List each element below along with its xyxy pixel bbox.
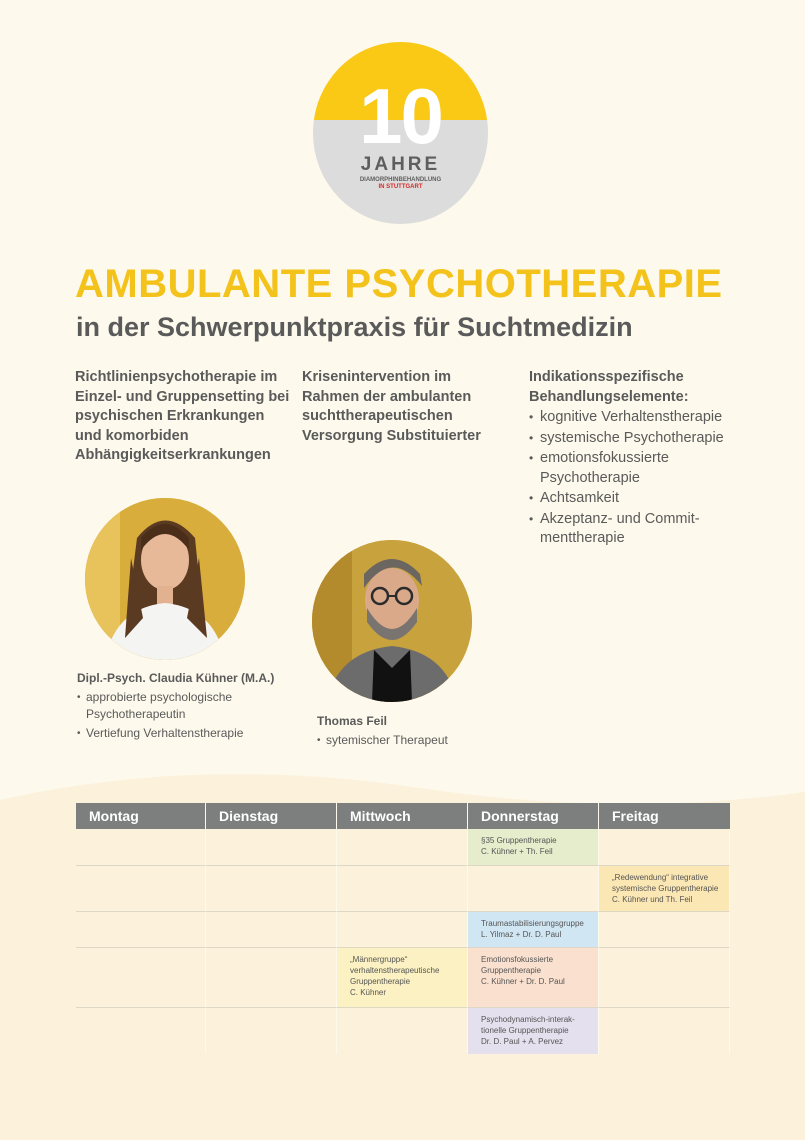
table-cell [76, 912, 206, 948]
column-treatment-elements [529, 368, 749, 550]
table-cell [206, 829, 337, 866]
day-header-monday: Montag [76, 803, 206, 829]
table-cell [599, 1008, 730, 1054]
entry-line: „Männergruppe“ [350, 955, 408, 964]
page-title: AMBULANTE PSYCHOTHERAPIE [75, 262, 723, 306]
person-thomas-feil [317, 713, 517, 751]
table-cell [337, 829, 468, 866]
list-item: • Vertiefung Verhaltenstherapie [77, 725, 297, 742]
entry-line: C. Kühner [350, 988, 387, 997]
badge-subtitle-2: IN STUTTGART [378, 184, 423, 190]
column-crisis-intervention: Krisenintervention im Rahmen der ambulanten suchttherapeutischen Versorgung Substituierter [302, 369, 481, 444]
table-cell [76, 948, 206, 1008]
schedule-entry-trauma-stabilization [468, 912, 599, 948]
anniversary-badge [313, 42, 488, 224]
column-guideline-therapy: Richtlinienpsychotherapie im Einzel- und Gruppensetting bei psychischen Erkrankungen und komorbiden Abhängigkeitserkrankungen [75, 369, 290, 463]
list-item: • sytemischer Therapeut [317, 732, 517, 749]
badge-jahre: JAHRE [360, 154, 441, 175]
person-name: Thomas Feil [317, 714, 388, 728]
entry-line: verhaltenstherapeutische [350, 966, 440, 975]
treatment-elements-list [529, 408, 749, 549]
schedule-entry-psychodynamic [468, 1008, 599, 1054]
table-cell [599, 829, 730, 866]
page-subtitle: in der Schwerpunktpraxis für Suchtmedizin [76, 312, 633, 342]
schedule-entry-35-group [468, 829, 599, 866]
table-cell [599, 948, 730, 1008]
entry-line: Gruppentherapie [350, 977, 411, 986]
list-item: • kognitive Verhaltenstherapie [529, 408, 749, 428]
entry-line: L. Yilmaz + Dr. D. Paul [481, 930, 562, 939]
entry-line: Gruppentherapie [481, 966, 542, 975]
table-cell [599, 912, 730, 948]
entry-line: Psychodynamisch-interak- [481, 1015, 575, 1024]
badge-number: 10 [359, 72, 442, 160]
day-header-friday: Freitag [599, 803, 730, 829]
person-claudia-kuehner [77, 670, 297, 744]
table-cell [206, 912, 337, 948]
list-item: • approbierte psychologische Psychotherapeutin [77, 689, 297, 723]
list-item: • Achtsamkeit [529, 489, 749, 509]
entry-line: C. Kühner + Dr. D. Paul [481, 977, 565, 986]
table-cell [206, 866, 337, 912]
entry-line: Emotionsfokussierte [481, 955, 554, 964]
table-cell [76, 829, 206, 866]
table-cell [206, 1008, 337, 1054]
treatment-elements-heading: Indikationsspezifische Behandlungselemente: [529, 369, 689, 405]
weekly-schedule-table [76, 803, 730, 1054]
entry-line: §35 Gruppentherapie [481, 836, 557, 845]
table-cell [206, 948, 337, 1008]
entry-line: Traumastabilisierungsgruppe [481, 919, 584, 928]
table-cell [76, 1008, 206, 1054]
schedule-entry-emotion-focused [468, 948, 599, 1008]
table-cell [337, 912, 468, 948]
list-item: • systemische Psychotherapie [529, 429, 749, 449]
person-qualifications [77, 689, 297, 742]
portrait-claudia-kuehner [85, 498, 245, 660]
entry-line: „Redewendung“ integrative [612, 873, 709, 882]
day-header-tuesday: Dienstag [206, 803, 337, 829]
table-cell [337, 1008, 468, 1054]
day-header-thursday: Donnerstag [468, 803, 599, 829]
day-header-wednesday: Mittwoch [337, 803, 468, 829]
portrait-thomas-feil [312, 540, 472, 702]
entry-line: systemische Gruppentherapie [612, 884, 719, 893]
person-name: Dipl.-Psych. Claudia Kühner (M.A.) [77, 671, 275, 685]
person-qualifications [317, 732, 517, 749]
badge-subtitle-1: DIAMORPHINBEHANDLUNG [359, 177, 442, 183]
entry-line: tionelle Gruppentherapie [481, 1026, 569, 1035]
table-cell [468, 866, 599, 912]
entry-line: C. Kühner und Th. Feil [612, 895, 693, 904]
table-cell [76, 866, 206, 912]
entry-line: Dr. D. Paul + A. Pervez [481, 1037, 564, 1046]
table-cell [337, 866, 468, 912]
schedule-entry-maennergruppe [337, 948, 468, 1008]
schedule-entry-redewendung [599, 866, 730, 912]
list-item: • emotionsfokussierte Psychotherapie [529, 449, 749, 488]
entry-line: C. Kühner + Th. Feil [481, 847, 553, 856]
list-item: • Akzeptanz- und Commitmenttherapie [529, 510, 749, 549]
